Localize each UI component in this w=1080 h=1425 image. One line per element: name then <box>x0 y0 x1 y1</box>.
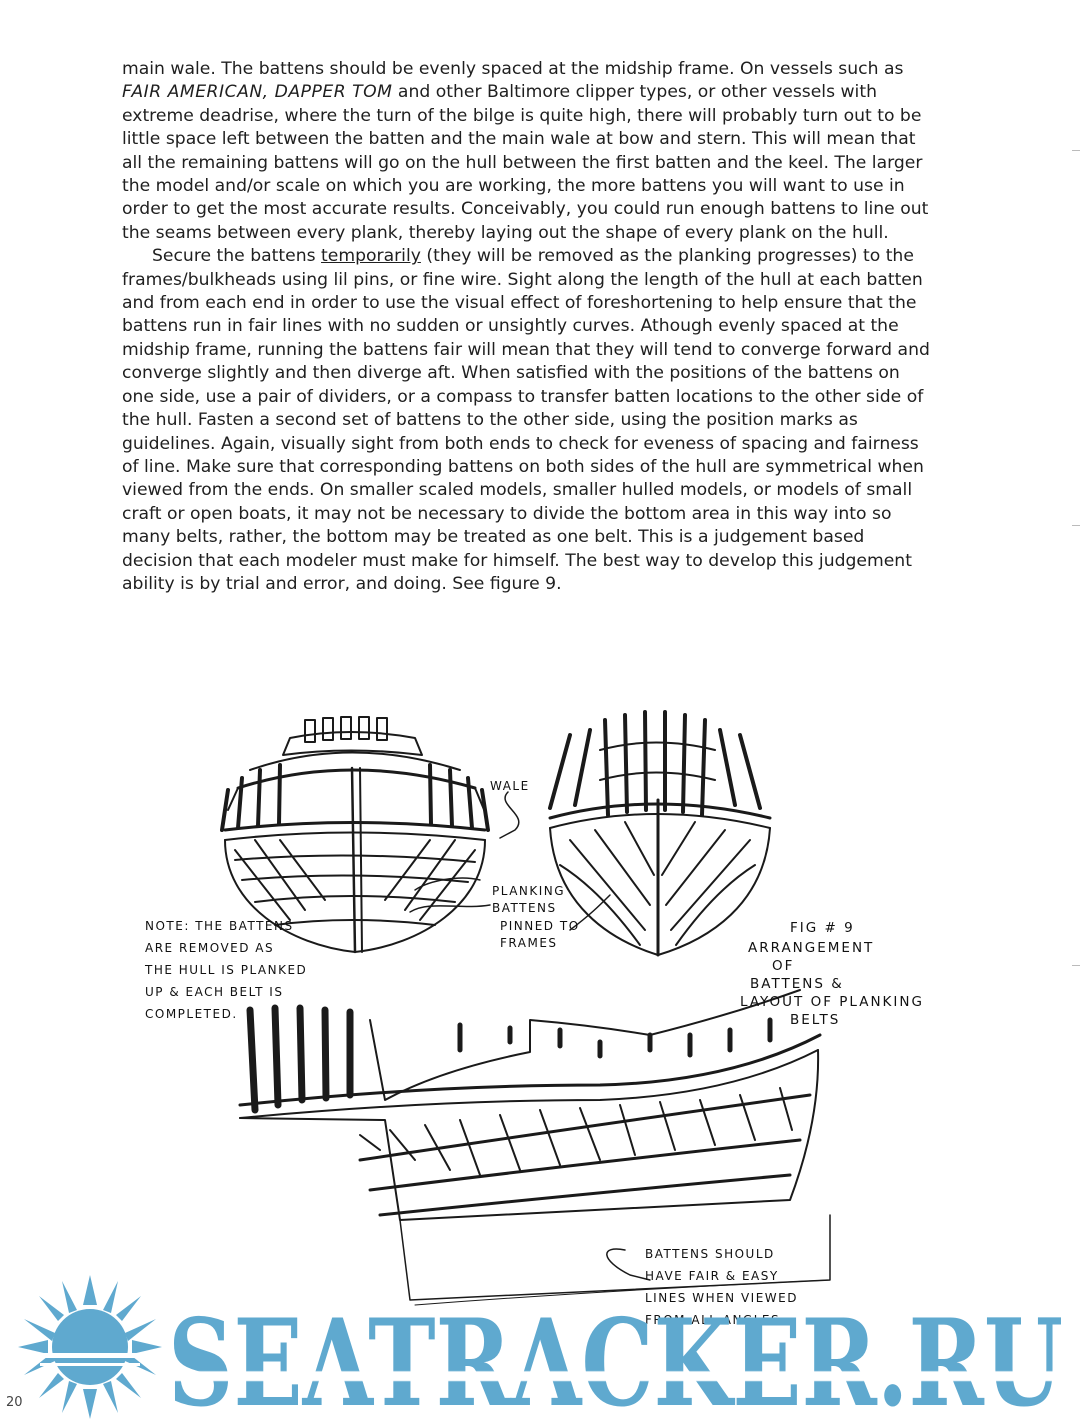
paragraph-1-text-b: and other Baltimore clipper types, or other vessels with extreme deadrise, where the turn of the bilge is quite high, there will probably turn out to be little space left between the batten and the main wale at bow and stern. This will mean that all the remaining battens will go on the hull between the first batten and the keel. The larger the model and/or scale on which you are working, the more battens you will want to use in order to get the most accurate results. Conceivably, you could run enough battens to line out the seams between every plank, thereby laying out the shape of every plank on the hull. <box>122 82 929 243</box>
caption-line-3: OF <box>772 958 795 974</box>
scan-edge-mark <box>1072 150 1080 151</box>
label-planking-line-3: PINNED TO <box>500 919 580 933</box>
paragraph-1-text-a: main wale. The battens should be evenly spaced at the midship frame. On vessels such as <box>122 59 904 79</box>
note-line-3: THE HULL IS PLANKED <box>145 963 308 977</box>
note-battens-removed <box>144 919 307 1021</box>
note-line-4: UP & EACH BELT IS <box>145 985 284 999</box>
watermark-graphic <box>0 1255 1080 1425</box>
caption-line-1: FIG # 9 <box>790 920 855 936</box>
emphasis-temporarily: temporarily <box>321 246 421 267</box>
watermark-text: SEATRACKER.RU <box>168 1293 1063 1425</box>
caption-line-2: ARRANGEMENT <box>748 940 875 956</box>
figure-9-drawing <box>130 690 950 1340</box>
sun-icon <box>18 1275 162 1419</box>
label-planking-line-2: BATTENS <box>492 901 557 915</box>
label-planking-line-4: FRAMES <box>500 936 558 950</box>
watermark <box>0 1255 1080 1425</box>
label-wale: WALE <box>490 779 530 793</box>
figure-9 <box>130 690 950 1340</box>
figure-caption <box>740 920 924 1028</box>
paragraph-2 <box>122 245 932 596</box>
note-line-2: ARE REMOVED AS <box>145 941 275 955</box>
paragraph-2-text-b: (they will be removed as the planking progresses) to the frames/bulkheads using lil pins, or fine wire. Sight along the length of the hull at each batten and from each end in order to use the visual effect of foreshortening to help ensure that the battens run in fair lines with no sudden or unsightly curves. Athough evenly spaced at the midship frame, running the battens fair will mean that they will tend to converge forward and converge slightly and then diverge aft. When satisfied with the positions of the battens on one side, use a pair of dividers, or a compass to transfer batten locations to the other side of the hull. Fasten a second set of battens to the other side, using the position marks as guidelines. Again, visually sight from both ends to check for eveness of spacing and fairness of line. Make sure that corresponding battens on both sides of the hull are symmetrical when viewed from the ends. On smaller scaled models, smaller hulled models, or models of small craft or open boats, it may not be necessary to divide the bottom area in this way into so many belts, rather, the bottom may be treated as one belt. This is a judgement based decision that each modeler must make for himself. The best way to develop this judgement ability is by trial and error, and doing. See figure 9. <box>122 246 930 594</box>
fair-note-line-3: LINES WHEN VIEWED <box>645 1291 798 1305</box>
paragraph-1 <box>122 58 932 245</box>
caption-line-6: BELTS <box>790 1012 841 1028</box>
caption-line-4: BATTENS & <box>750 976 844 992</box>
stern-view-hull <box>222 717 488 952</box>
fair-note-line-1: BATTENS SHOULD <box>645 1247 775 1261</box>
paragraph-2-text-a: Secure the battens <box>152 246 322 267</box>
body-text <box>122 58 932 596</box>
note-line-1: NOTE: THE BATTENS <box>145 919 294 933</box>
scan-edge-mark <box>1072 525 1080 526</box>
label-planking-line-1: PLANKING <box>492 884 566 898</box>
page-number: 20 <box>6 1395 23 1410</box>
vessel-names: FAIR AMERICAN, DAPPER TOM <box>122 82 393 103</box>
scan-edge-mark <box>1072 965 1080 966</box>
label-planking-battens <box>492 884 580 950</box>
fair-note-line-4: FROM ALL ANGLES <box>645 1313 781 1327</box>
note-line-5: COMPLETED. <box>145 1007 238 1021</box>
bow-view-hull <box>550 712 770 955</box>
caption-line-5: LAYOUT OF PLANKING <box>740 994 924 1010</box>
fair-note-line-2: HAVE FAIR & EASY <box>645 1269 779 1283</box>
